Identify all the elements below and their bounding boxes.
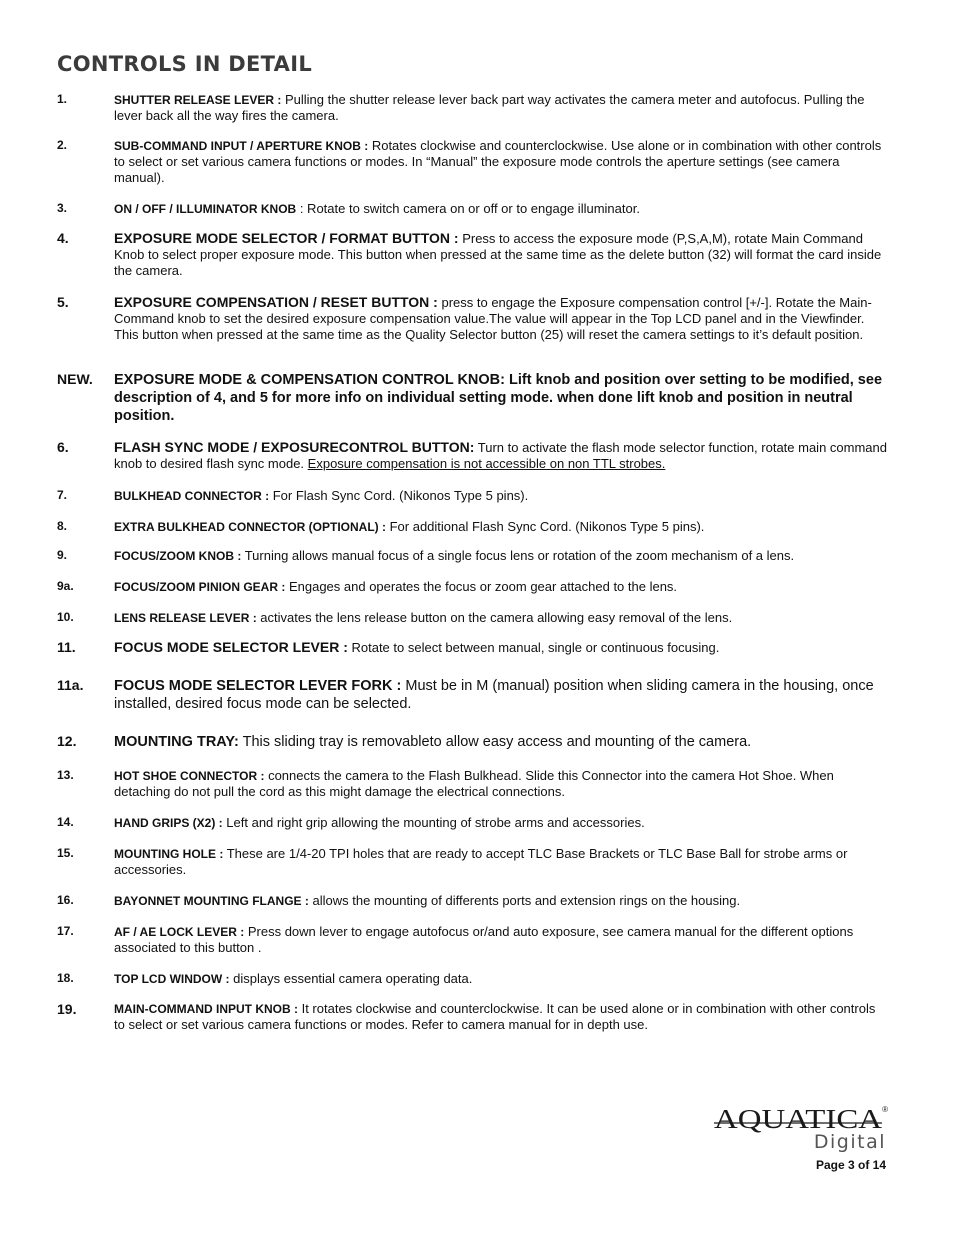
item-label: FOCUS/ZOOM PINION GEAR : (114, 580, 286, 594)
control-item-12 (57, 733, 889, 751)
item-text: allows the mounting of differents ports and extension rings on the housing. (308, 893, 741, 908)
item-number: 12. (57, 733, 77, 749)
item-body (114, 768, 889, 800)
control-item-19 (57, 1001, 889, 1033)
item-text: Press down lever to engage autofocus or/and auto exposure, see camera manual for the different options associated to this button . (114, 924, 854, 955)
item-number: 4. (57, 230, 69, 246)
item-body (114, 733, 889, 751)
item-label: EXPOSURE MODE SELECTOR / FORMAT BUTTON : (114, 230, 459, 246)
item-text: Left and right grip allowing the mounting of strobe arms and accessories. (222, 815, 645, 830)
item-body (114, 488, 889, 504)
item-body (114, 1001, 889, 1033)
item-text: Rotate to select between manual, single or continuous focusing. (347, 640, 720, 655)
item-body (114, 439, 889, 472)
item-text: This sliding tray is removableto allow easy access and mounting of the camera. (238, 734, 752, 750)
item-text: For Flash Sync Cord. (Nikonos Type 5 pins). (269, 488, 529, 503)
item-number: 7. (57, 488, 68, 502)
item-text: displays essential camera operating data. (229, 971, 473, 986)
item-body (114, 579, 889, 595)
item-text: Pulling the shutter release lever back part way activates the camera meter and autofocus. Pulling the lever back all the way fires the camera. (114, 92, 865, 123)
item-number: 19. (57, 1001, 77, 1017)
item-body (114, 924, 889, 956)
item-label: AF / AE LOCK LEVER : (114, 925, 245, 939)
aquatica-digital-logo (710, 1100, 888, 1152)
control-item-8 (57, 519, 889, 535)
item-number: 2. (57, 138, 68, 152)
item-body (114, 815, 889, 831)
control-item-14 (57, 815, 889, 831)
item-label: FOCUS MODE SELECTOR LEVER FORK : (114, 678, 402, 694)
item-number: NEW. (57, 371, 93, 387)
item-number: 9. (57, 548, 68, 562)
item-body (114, 846, 889, 878)
control-item-2 (57, 138, 889, 186)
item-number: 18. (57, 971, 74, 985)
item-label: EXPOSURE COMPENSATION / RESET BUTTON : (114, 294, 438, 310)
control-item-7 (57, 488, 889, 504)
control-item-1 (57, 92, 889, 124)
item-text: press to engage the Exposure compensation control [+/-]. Rotate the Main-Command knob to set the desired exposure compensation value.The value will appear in the Top LCD panel and in the Viewfinder. This button when pressed at the same time as the Quality Selector button (25) will reset the camera settings to it’s default position. (114, 295, 872, 342)
item-text: Engages and operates the focus or zoom gear attached to the lens. (285, 579, 678, 594)
item-body (114, 138, 889, 186)
page-number: Page 3 of 14 (815, 1158, 886, 1172)
item-body (114, 230, 889, 279)
item-text: Must be in M (manual) position when sliding camera in the housing, once installed, desired focus mode can be selected. (114, 678, 874, 712)
item-text: Turn to activate the flash mode selector function, rotate main command knob to desired flash sync mode. (114, 440, 887, 471)
item-text: These are 1/4-20 TPI holes that are ready to accept TLC Base Brackets or TLC Base Ball for strobe arms or accessories. (114, 846, 848, 877)
item-text: connects the camera to the Flash Bulkhead. Slide this Connector into the camera Hot Shoe. When detaching do not pull the cord as this might damage the electrical connections. (114, 768, 834, 799)
item-body (114, 201, 889, 217)
logo-brand-text: AQUATICA (714, 1104, 883, 1134)
item-text: : Rotate to switch camera on or off or to engage illuminator. (296, 201, 640, 216)
control-item-11 (57, 639, 889, 656)
item-number: 8. (57, 519, 68, 533)
item-body (114, 548, 889, 564)
item-body (114, 639, 889, 656)
item-number: 15. (57, 846, 74, 860)
item-text: EXPOSURE MODE & COMPENSATION CONTROL KNOB: Lift knob and position over setting to be modified, see description of 4, and 5 for more info on individual setting mode. when done lift knob and position in neutral position. (114, 372, 883, 424)
item-number: 10. (57, 610, 74, 624)
item-body (114, 677, 889, 713)
item-label: SUB-COMMAND INPUT / APERTURE KNOB : (114, 139, 369, 153)
item-label: LENS RELEASE LEVER : (114, 611, 257, 625)
control-item-11a (57, 677, 889, 713)
item-label: FOCUS/ZOOM KNOB : (114, 549, 242, 563)
item-text: Turning allows manual focus of a single focus lens or rotation of the zoom mechanism of a lens. (241, 548, 795, 563)
item-text: Press to access the exposure mode (P,S,A,M), rotate Main Command Knob to select proper exposure mode. This button when pressed at the same time as the delete button (32) will format the card inside the camera. (114, 231, 882, 278)
item-body (114, 294, 889, 343)
control-item-17 (57, 924, 889, 956)
item-number: 5. (57, 294, 69, 310)
item-body (114, 610, 889, 626)
item-label: HOT SHOE CONNECTOR : (114, 769, 265, 783)
control-item-new (57, 371, 889, 425)
control-item-15 (57, 846, 889, 878)
item-label: FLASH SYNC MODE / EXPOSURECONTROL BUTTON: (114, 439, 475, 455)
item-number: 9a. (57, 579, 74, 593)
item-number: 17. (57, 924, 74, 938)
control-item-9 (57, 548, 889, 564)
item-label: MOUNTING HOLE : (114, 847, 224, 861)
item-label: EXTRA BULKHEAD CONNECTOR (OPTIONAL) : (114, 520, 386, 534)
item-text: Rotates clockwise and counterclockwise. Use alone or in combination with other controls to select or set various camera functions or modes. In “Manual” the exposure mode controls the aperture settings (see camera manual). (114, 138, 882, 185)
item-number: 1. (57, 92, 68, 106)
control-item-10 (57, 610, 889, 626)
item-number: 16. (57, 893, 74, 907)
item-body (114, 971, 889, 987)
item-body (114, 92, 889, 124)
item-label: ON / OFF / ILLUMINATOR KNOB (114, 202, 297, 216)
item-number: 11. (57, 639, 76, 655)
registered-mark: ® (882, 1105, 888, 1114)
item-underlined-note: Exposure compensation is not accessible on non TTL strobes. (307, 456, 666, 471)
control-item-16 (57, 893, 889, 909)
control-item-5 (57, 294, 889, 343)
item-label: FOCUS MODE SELECTOR LEVER : (114, 639, 348, 655)
control-item-9a (57, 579, 889, 595)
item-text: It rotates clockwise and counterclockwise. It can be used alone or in combination with other controls to select or set various camera functions or modes. Refer to camera manual for in depth use. (114, 1001, 876, 1032)
item-number: 14. (57, 815, 74, 829)
control-item-18 (57, 971, 889, 987)
item-label: SHUTTER RELEASE LEVER : (114, 93, 282, 107)
logo-sub-text: Digital (813, 1131, 886, 1152)
page-title: CONTROLS IN DETAIL (57, 52, 313, 76)
item-text: For additional Flash Sync Cord. (Nikonos Type 5 pins). (386, 519, 705, 534)
item-number: 11a. (57, 677, 84, 693)
control-item-4 (57, 230, 889, 279)
item-body (114, 893, 889, 909)
item-number: 13. (57, 768, 74, 782)
item-label: MOUNTING TRAY: (114, 734, 239, 750)
item-body (114, 371, 889, 425)
control-item-3 (57, 201, 889, 217)
control-item-6 (57, 439, 889, 472)
item-label: BULKHEAD CONNECTOR : (114, 489, 270, 503)
item-label: HAND GRIPS (X2) : (114, 816, 223, 830)
item-label: BAYONNET MOUNTING FLANGE : (114, 894, 309, 908)
item-text: activates the lens release button on the camera allowing easy removal of the lens. (256, 610, 733, 625)
control-item-13 (57, 768, 889, 800)
item-label: TOP LCD WINDOW : (114, 972, 230, 986)
item-number: 3. (57, 201, 68, 215)
item-body (114, 519, 889, 535)
item-label: MAIN-COMMAND INPUT KNOB : (114, 1002, 298, 1016)
item-number: 6. (57, 439, 69, 455)
